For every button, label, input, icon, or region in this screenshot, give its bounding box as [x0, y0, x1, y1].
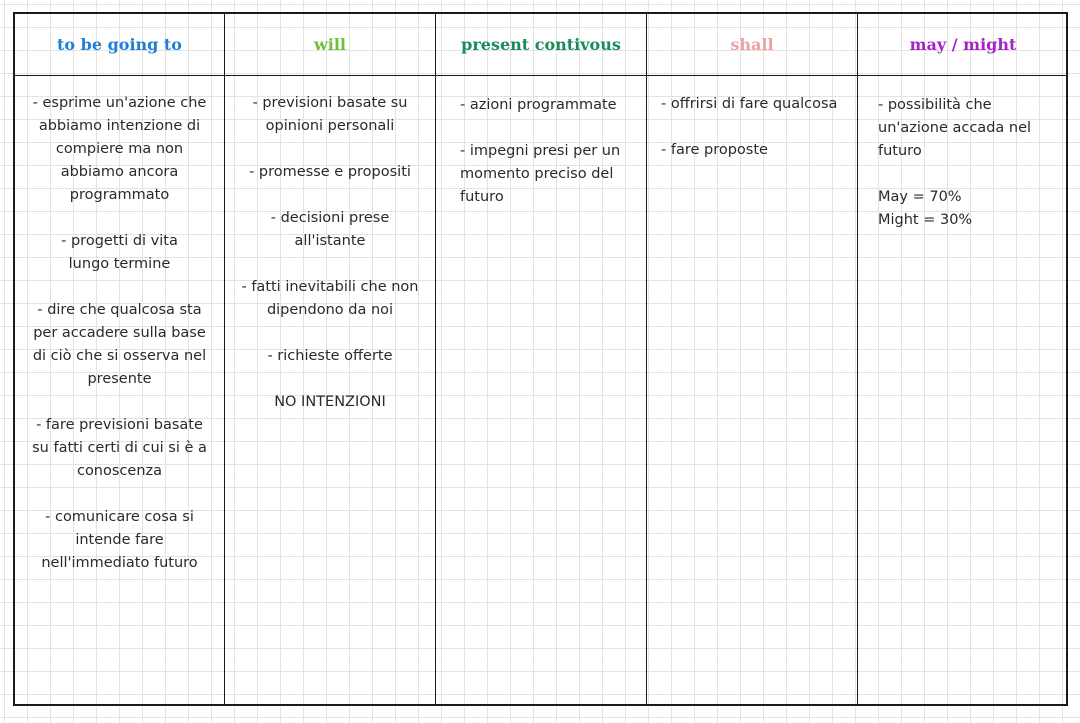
- list-item: - azioni programmate: [460, 97, 617, 113]
- column-shall: [647, 14, 857, 704]
- list-item: - possibilità che un'azione accada nel futuro: [878, 97, 1032, 159]
- column-will: [225, 14, 435, 704]
- list-item: - fare proposte: [661, 142, 768, 158]
- list-item: - dire che qualcosa sta per accadere sulla base di ciò che si osserva nel presente: [32, 302, 207, 387]
- column-body: [858, 94, 1068, 255]
- list-item: - progetti di vita lungo termine: [61, 233, 178, 272]
- list-item: Might = 30%: [878, 212, 973, 228]
- column-header: present contivous: [461, 35, 621, 54]
- column-present-continuous: [436, 14, 646, 704]
- list-item: May = 70%: [878, 189, 962, 205]
- list-item: - fatti inevitabili che non dipendono da noi: [241, 279, 419, 318]
- list-item: - decisioni prese all'istante: [270, 210, 390, 249]
- column-header: to be going to: [57, 35, 182, 54]
- list-item: - comunicare cosa si intende fare nell'immediato futuro: [41, 509, 198, 571]
- list-item: - promesse e propositi: [249, 164, 411, 180]
- column-header: may / might: [909, 35, 1017, 54]
- list-item: - offrirsi di fare qualcosa: [661, 96, 838, 112]
- list-item: NO INTENZIONI: [274, 394, 386, 410]
- list-item: - impegni presi per un momento preciso del futuro: [460, 143, 621, 205]
- list-item: - richieste offerte: [267, 348, 393, 364]
- tenses-table: [13, 12, 1068, 706]
- column-header: shall: [730, 35, 774, 54]
- column-body: [647, 93, 857, 185]
- column-body: [436, 94, 646, 232]
- list-item: - fare previsioni basate su fatti certi di cui si è a conoscenza: [32, 417, 207, 479]
- column-header: will: [313, 35, 346, 54]
- column-body: [225, 92, 435, 437]
- list-item: - esprime un'azione che abbiamo intenzione di compiere ma non abbiamo ancora programmato: [32, 95, 207, 203]
- column-to-be-going-to: [15, 14, 224, 704]
- list-item: - previsioni basate su opinioni personali: [252, 95, 408, 134]
- column-may-might: [858, 14, 1068, 704]
- column-body: [15, 92, 224, 598]
